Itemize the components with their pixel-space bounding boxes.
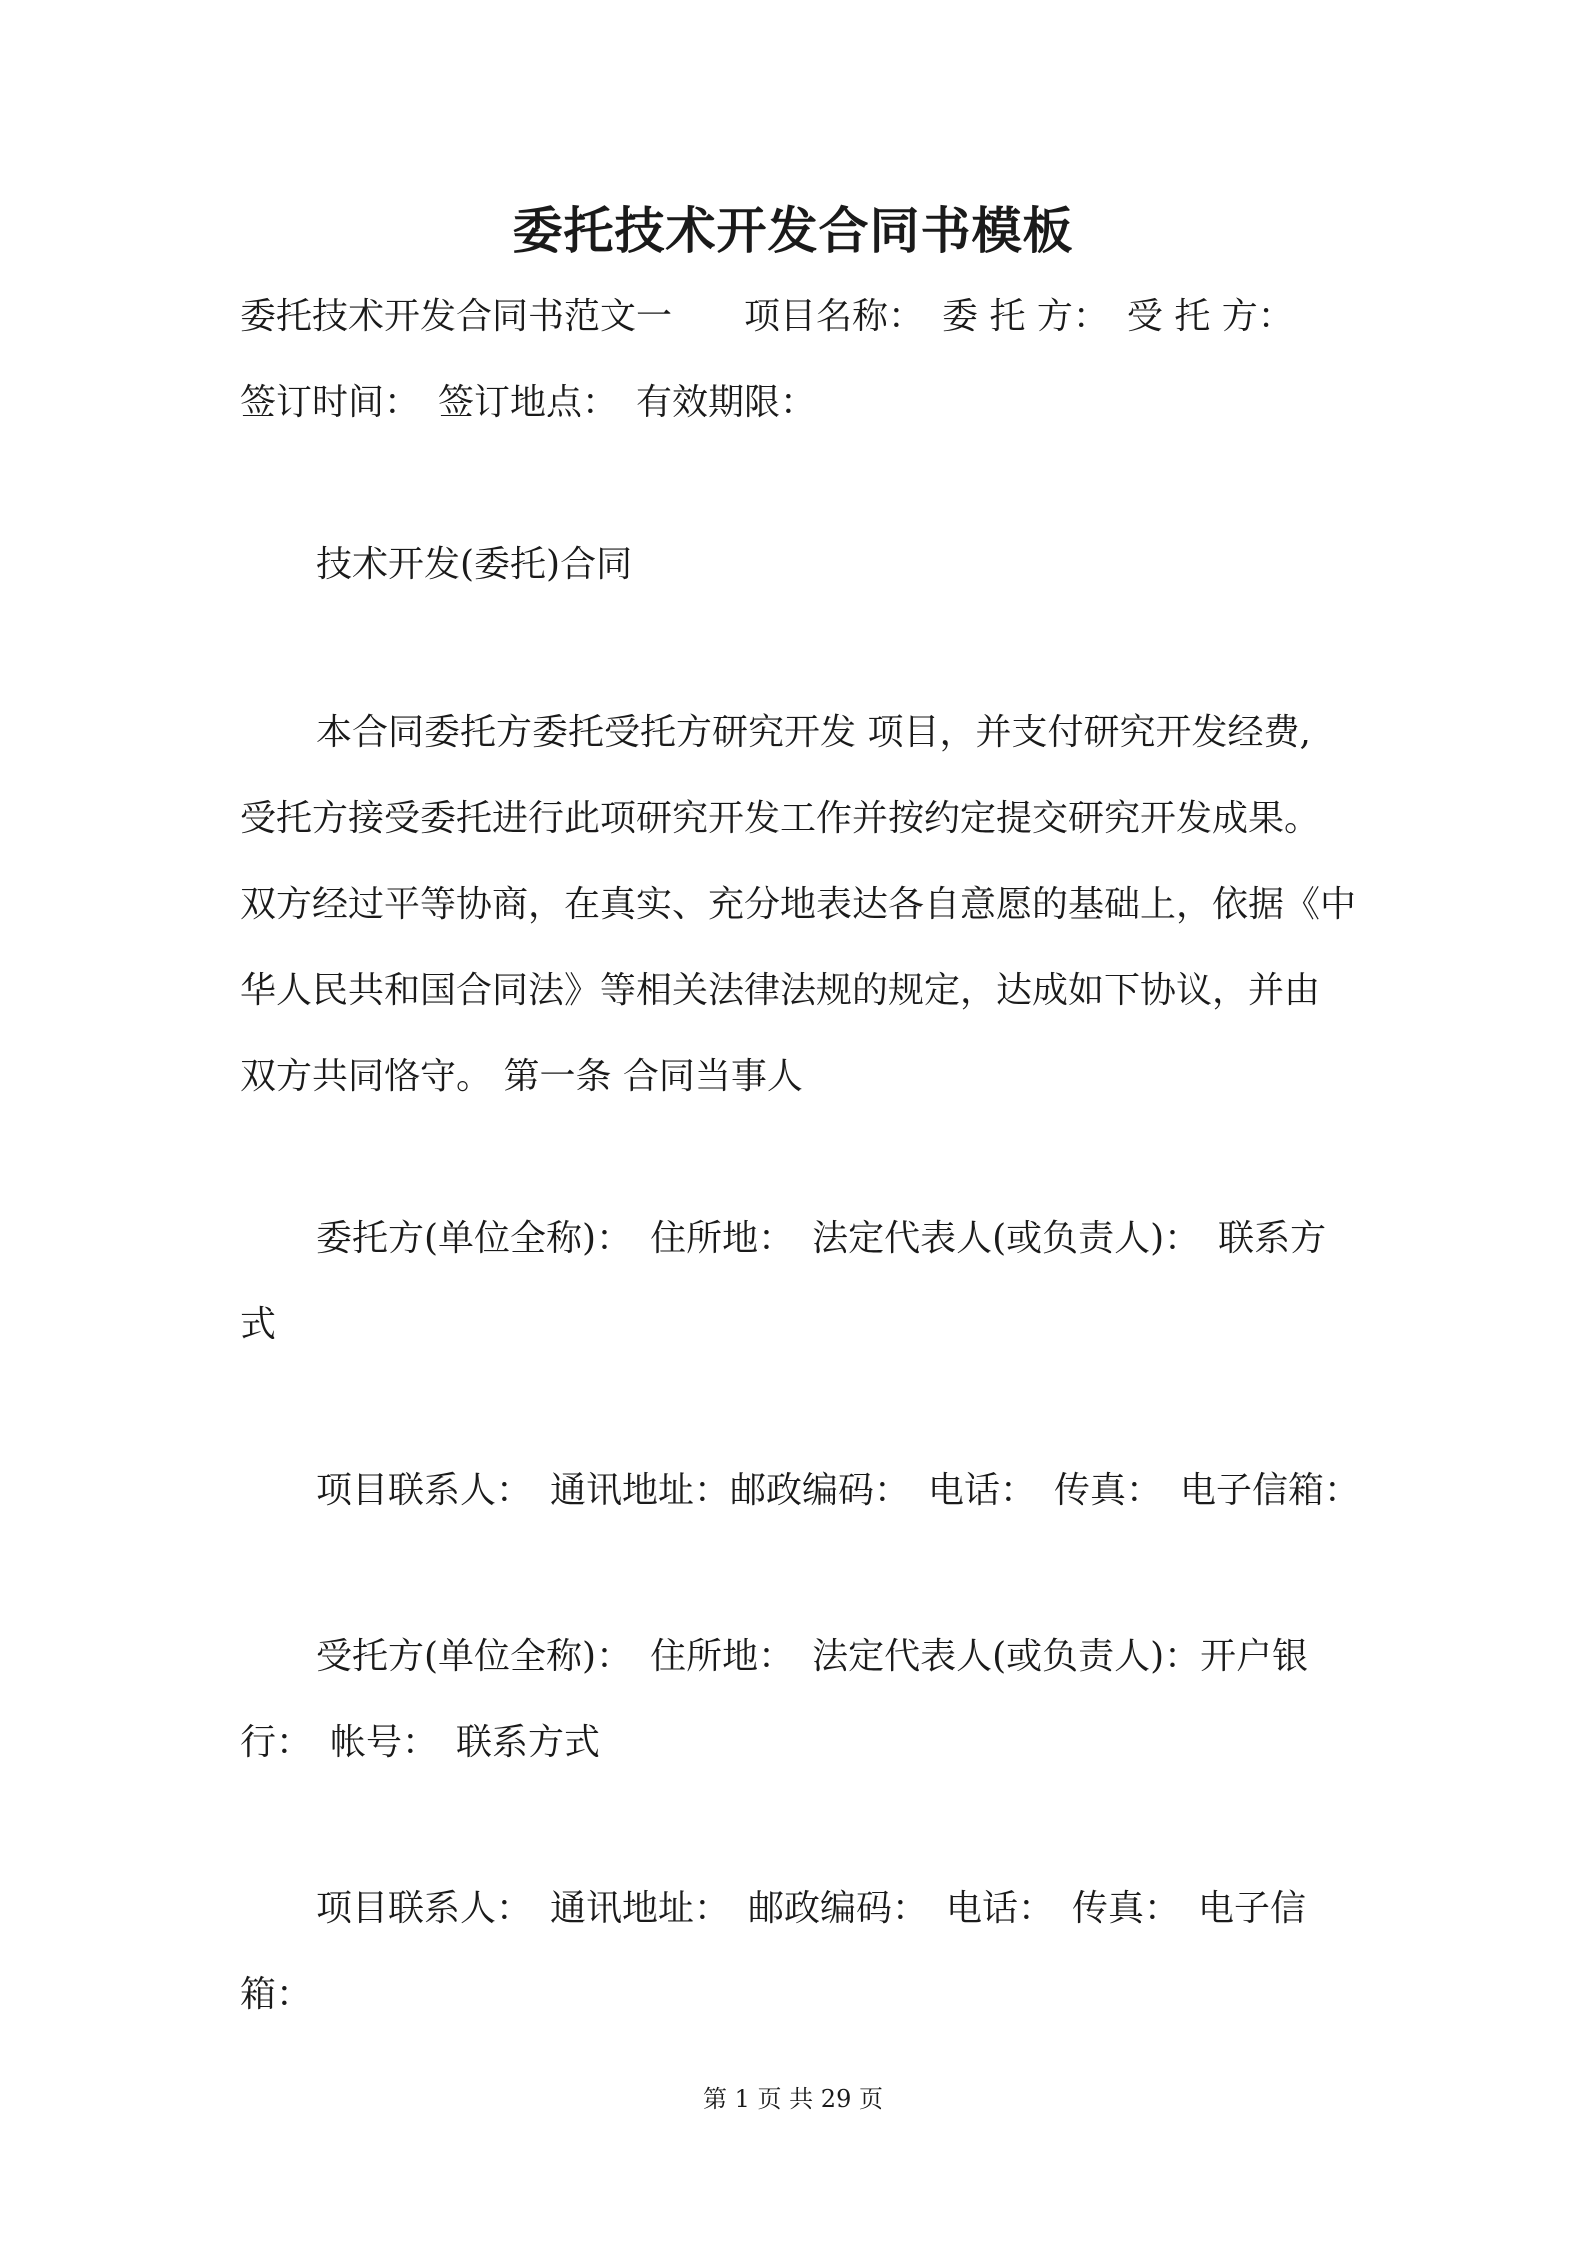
contract-subtitle: 技术开发(委托)合同 (316, 544, 633, 585)
body-paragraph-line: 华人民共和国合同法》等相关法律法规的规定，达成如下协议，并由 (240, 970, 1321, 1011)
body-paragraph-line: 本合同委托方委托受托方研究开发 项目，并支付研究开发经费, (316, 712, 1311, 753)
page-number: 第 1 页 共 29 页 (703, 2085, 883, 2113)
client-contact-line: 项目联系人： 通讯地址：邮政编码： 电话： 传真： 电子信箱： (316, 1470, 1361, 1511)
client-info-line: 委托方(单位全称)： 住所地： 法定代表人(或负责人)： 联系方 (316, 1218, 1327, 1259)
header-info-line-2: 签订时间： 签订地点： 有效期限： (240, 382, 817, 423)
client-info-line: 式 (240, 1304, 277, 1345)
contractor-contact-line: 项目联系人： 通讯地址： 邮政编码： 电话： 传真： 电子信 (316, 1888, 1307, 1929)
body-paragraph-line: 双方经过平等协商，在真实、充分地表达各自意愿的基础上，依据《中 (240, 884, 1357, 925)
body-paragraph-line: 双方共同恪守。 第一条 合同当事人 (240, 1056, 803, 1097)
header-info-line-1: 委托技术开发合同书范文一 项目名称： 委 托 方： 受 托 方： (240, 296, 1294, 337)
contractor-info-line: 受托方(单位全称)： 住所地： 法定代表人(或负责人)：开户银 (316, 1636, 1309, 1677)
contractor-contact-line: 箱： (240, 1974, 313, 2015)
contractor-info-line: 行： 帐号： 联系方式 (240, 1722, 601, 1763)
document-title: 委托技术开发合同书模板 (512, 201, 1074, 260)
body-paragraph-line: 受托方接受委托进行此项研究开发工作并按约定提交研究开发成果。 (240, 798, 1321, 839)
